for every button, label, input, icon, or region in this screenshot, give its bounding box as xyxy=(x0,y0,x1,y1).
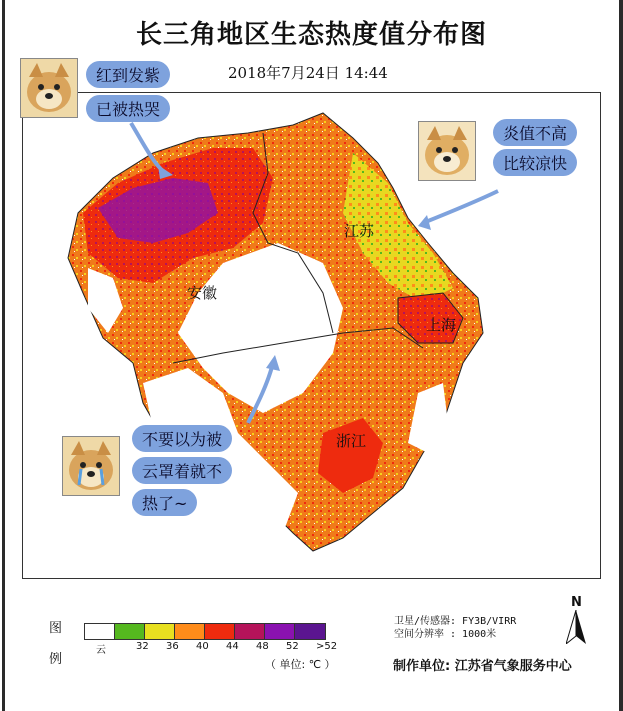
legend-swatch xyxy=(174,623,206,640)
legend-swatch xyxy=(84,623,116,640)
page-border-right xyxy=(619,0,623,711)
legend-label-bottom: 例 xyxy=(49,652,63,667)
bubble-cool-line1: 炎值不高 xyxy=(493,119,577,146)
map-datetime: 2018年7月24日 14:44 xyxy=(228,64,388,82)
label-jiangsu: 江苏 xyxy=(344,222,375,240)
legend-label-top: 图 xyxy=(49,621,63,636)
north-label: N xyxy=(571,595,582,610)
label-anhui: 安徽 xyxy=(187,284,218,302)
legend-swatch xyxy=(264,623,296,640)
resolution-info: 空间分辨率 : 1000米 xyxy=(394,629,497,640)
bubble-hot-line1: 红到发紫 xyxy=(86,61,170,88)
legend-tick-label: >52 xyxy=(316,641,338,652)
bubble-cloud-line3: 热了~ xyxy=(132,489,197,516)
legend-swatch xyxy=(234,623,266,640)
legend-tick-label: 40 xyxy=(196,641,209,652)
doge-smiling-image xyxy=(418,121,476,181)
producer-info: 制作单位: 江苏省气象服务中心 xyxy=(393,659,572,674)
bubble-cloud-line2: 云罩着就不 xyxy=(132,457,232,484)
legend-swatch xyxy=(114,623,146,640)
satellite-info: 卫星/传感器: FY3B/VIRR xyxy=(394,616,517,627)
doge-crying-image-top xyxy=(20,58,78,118)
bubble-cool-line2: 比较凉快 xyxy=(493,149,577,176)
legend-tick-label: 36 xyxy=(166,641,179,652)
arrow-cool xyxy=(423,191,498,223)
legend-swatch xyxy=(144,623,176,640)
label-shanghai: 上海 xyxy=(426,316,457,334)
legend-tick-label: 44 xyxy=(226,641,239,652)
doge-crying-image-bottom xyxy=(62,436,120,496)
legend-tick-label: 52 xyxy=(286,641,299,652)
legend-unit: （ 单位: ℃ ） xyxy=(265,658,336,671)
label-zhejiang: 浙江 xyxy=(336,432,367,450)
bubble-cloud-line1: 不要以为被 xyxy=(132,425,232,452)
legend-swatch xyxy=(204,623,236,640)
north-arrow-icon xyxy=(566,610,586,644)
legend-cloud-label: 云 xyxy=(96,645,106,656)
legend-tick-label: 48 xyxy=(256,641,269,652)
bubble-hot-line2: 已被热哭 xyxy=(86,95,170,122)
legend-swatch xyxy=(294,623,326,640)
page-border-left xyxy=(2,0,5,711)
legend-tick-label: 32 xyxy=(136,641,149,652)
map-title: 长三角地区生态热度值分布图 xyxy=(135,20,487,50)
